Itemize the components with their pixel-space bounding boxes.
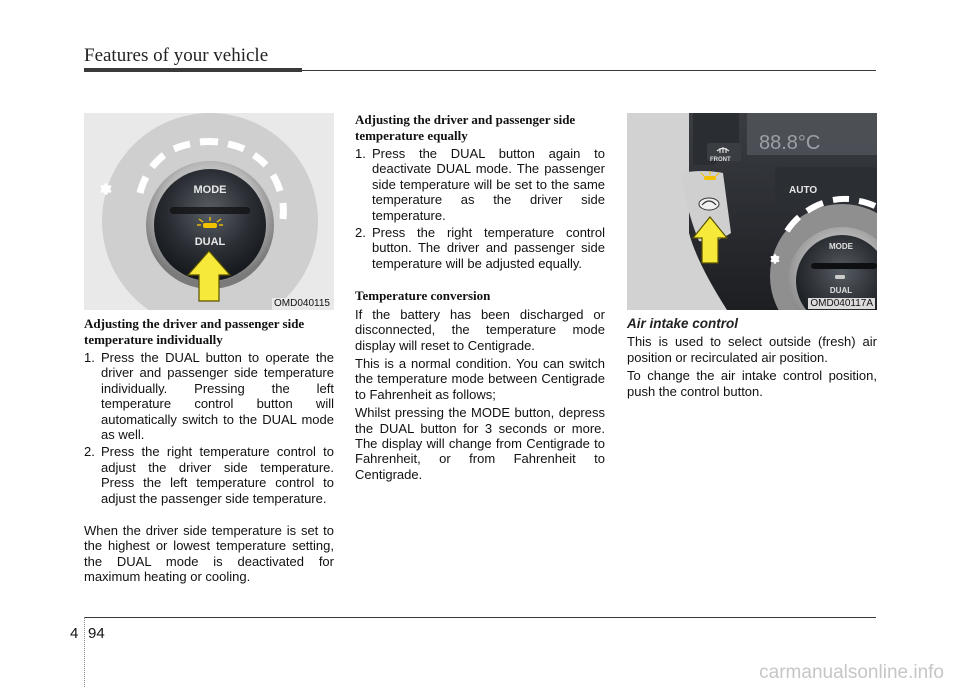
conversion-heading: Temperature conversion: [355, 288, 491, 304]
header-rule-thin: [302, 70, 876, 71]
left-column: [84, 316, 334, 588]
climate-panel-figure: [627, 113, 877, 310]
air-intake-heading: Air intake control: [627, 316, 739, 331]
dual-label: DUAL: [829, 286, 853, 295]
equal-steps-list: [355, 146, 605, 271]
dual-steps-list: [84, 350, 334, 506]
list-item: 2. Press the right temperature control button. The driver and passenger side temperature will be adjusted equally.: [355, 225, 605, 271]
front-defrost-label: FRONT: [710, 157, 731, 163]
mode-label: MODE: [193, 184, 227, 196]
chapter-number: 4: [70, 625, 79, 642]
header-title: Features of your vehicle: [84, 45, 269, 66]
header-rule-thick: [84, 68, 302, 72]
watermark-text: carmanualsonline.info: [759, 662, 944, 683]
display-temperature: 88.8°C: [759, 132, 821, 154]
footer-rule: [84, 617, 876, 618]
conversion-paragraph: Whilst pressing the MODE button, depress the DUAL button for 3 seconds or more. The display will change from Centigrade to Fahrenheit, or from Fahrenheit to Centigrade.: [355, 405, 605, 482]
list-item: 1. Press the DUAL button again to deactivate DUAL mode. The passenger side temperature will be set to the same temperature as the driver side temperature.: [355, 146, 605, 223]
middle-column: [355, 112, 605, 485]
dual-section-heading: Adjusting the driver and passenger side temperature individually: [84, 316, 305, 347]
conversion-paragraph: This is a normal condition. You can switch the temperature mode between Centigrade to Fahrenheit as follows;: [355, 355, 605, 402]
mode-label: MODE: [829, 242, 853, 251]
dual-label: DUAL: [194, 236, 226, 248]
footer-divider: [84, 617, 85, 687]
page-number: 94: [88, 625, 105, 642]
list-item: 2. Press the right temperature control to adjust the driver side temperature. Press the left temperature control to adjust the passenger side temperature.: [84, 444, 334, 506]
recirculation-icon: [699, 198, 719, 210]
air-intake-paragraph: This is used to select outside (fresh) air position or recirculated air position.: [627, 334, 877, 365]
figure-code: OMD040117A: [810, 298, 873, 309]
equal-section-heading: Adjusting the driver and passenger side temperature equally: [355, 112, 576, 143]
list-item: 1. Press the DUAL button to operate the driver and passenger side temperature individually. Pressing the left temperature control button will automatically switch to the DUAL mode as well.: [84, 350, 334, 443]
conversion-paragraph: If the battery has been discharged or disconnected, the temperature mode display will reset to Centigrade.: [355, 306, 605, 353]
air-intake-paragraph: To change the air intake control position, push the control button.: [627, 368, 877, 399]
auto-label: AUTO: [789, 185, 818, 196]
dual-button-figure: [84, 113, 334, 310]
right-column: [627, 316, 877, 402]
figure-code: OMD040115: [274, 298, 330, 309]
dual-note: When the driver side temperature is set to the highest or lowest temperature setting, the DUAL mode is deactivated for maximum heating or cooling.: [84, 523, 334, 585]
